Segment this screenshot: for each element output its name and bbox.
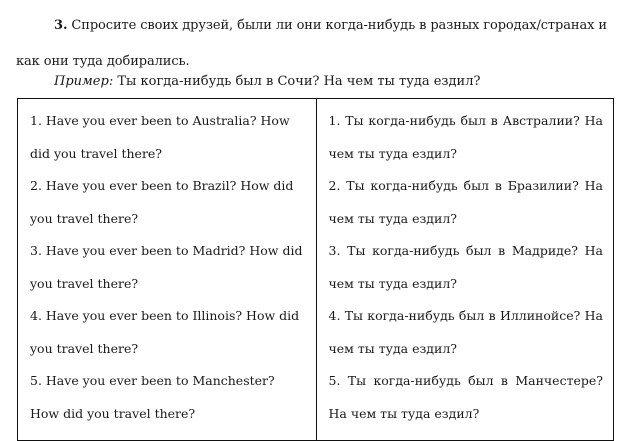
english-item-5: 5. Have you ever been to Manchester? How did you travel there? <box>30 373 275 421</box>
task-number: 3. <box>54 18 68 33</box>
example-label: Пример: <box>54 74 114 89</box>
english-column <box>18 99 317 441</box>
russian-item-3: 3. Ты когда-нибудь был в Мадриде? На чем ты туда ездил? <box>328 243 603 291</box>
task-instruction <box>16 8 616 80</box>
english-item-4: 4. Have you ever been to Illinois? How did you travel there? <box>30 308 300 356</box>
english-item-2: 2. Have you ever been to Brazil? How did you travel there? <box>30 178 294 226</box>
russian-item-4: 4. Ты когда-нибудь был в Иллинойсе? На чем ты туда ездил? <box>328 308 603 356</box>
table-row <box>18 99 614 441</box>
russian-column <box>316 99 614 441</box>
russian-item-1: 1. Ты когда-нибудь был в Австралии? На чем ты туда ездил? <box>328 113 603 161</box>
task-text: Спросите своих друзей, были ли они когда-нибудь в разных городах/странах и как они туда добирались. <box>16 18 607 69</box>
english-item-1: 1. Have you ever been to Australia? How did you travel there? <box>30 113 290 161</box>
russian-item-5: 5. Ты когда-нибудь был в Манчестере? На чем ты туда ездил? <box>328 373 603 421</box>
translation-table <box>17 98 614 441</box>
example-text: Ты когда-нибудь был в Сочи? На чем ты туда ездил? <box>117 74 481 89</box>
example-line <box>54 72 480 92</box>
english-item-3: 3. Have you ever been to Madrid? How did you travel there? <box>30 243 303 291</box>
russian-item-2: 2. Ты когда-нибудь был в Бразилии? На чем ты туда ездил? <box>328 178 603 226</box>
